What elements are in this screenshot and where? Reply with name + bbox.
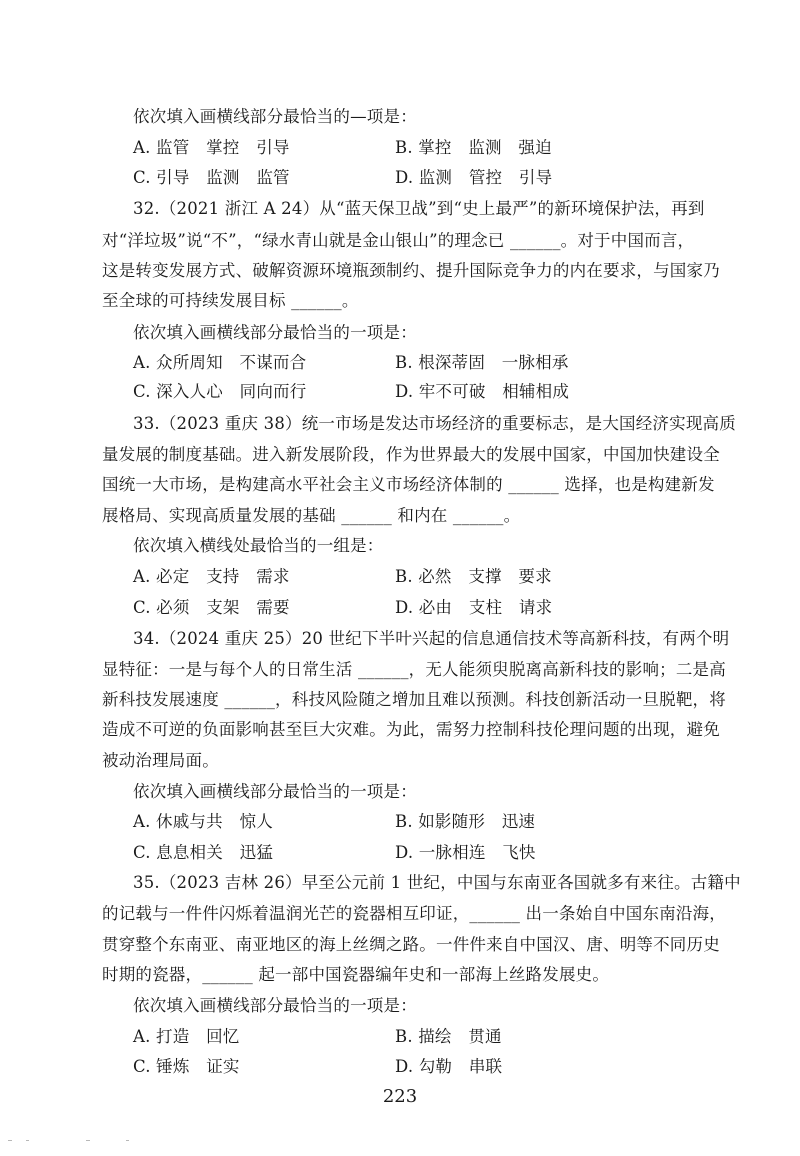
- q35-line-3: 贯穿整个东南亚、南亚地区的海上丝绸之路。一件件来自中国汉、唐、明等不同历史: [102, 935, 720, 954]
- q35-option-c: C. 锤炼 证实: [133, 1057, 240, 1076]
- q31-option-b: B. 掌控 监测 强迫: [395, 138, 552, 157]
- q33-line-3: 国统一大市场，是构建高水平社会主义市场经济体制的 ______ 选择，也是构建新发: [102, 475, 715, 494]
- q32-option-b: B. 根深蒂固 一脉相承: [395, 353, 569, 372]
- q34-option-d: D. 一脉相连 飞快: [395, 843, 536, 862]
- q34-line-5: 被动治理局面。: [102, 751, 219, 770]
- q34-line-3: 新科技发展速度 ______，科技风险随之增加且难以预测。科技创新活动一旦脱靶，将: [102, 690, 726, 709]
- q31-option-a: A. 监管 掌控 引导: [133, 138, 290, 157]
- q35-option-b: B. 描绘 贯通: [395, 1027, 502, 1046]
- q32-line-1: 32.（2021 浙江 A 24）从“蓝天保卫战”到“史上最严”的新环境保护法，再到: [133, 199, 705, 218]
- q35-prompt: 依次填入画横线部分最恰当的一项是：: [133, 996, 417, 1015]
- q33-line-1: 33.（2023 重庆 38）统一市场是发达市场经济的重要标志，是大国经济实现高质: [133, 414, 736, 433]
- q35-line-2: 的记载与一件件闪烁着温润光芒的瓷器相互印证，______ 出一条始自中国东南沿海，: [102, 904, 726, 923]
- scan-speck: [86, 1140, 90, 1141]
- q34-option-a: A. 休戚与共 惊人: [133, 812, 273, 831]
- q31-prompt: 依次填入画横线部分最恰当的—项是：: [133, 107, 417, 126]
- q35-option-d: D. 勾勒 串联: [395, 1057, 503, 1076]
- scan-speck: [26, 1140, 29, 1141]
- q32-line-3: 这是转变发展方式、破解资源环境瓶颈制约、提升国际竞争力的内在要求，与国家乃: [102, 261, 720, 280]
- q33-line-2: 量发展的制度基础。进入新发展阶段，作为世界最大的发展中国家，中国加快建设全: [102, 445, 720, 464]
- q34-prompt: 依次填入画横线部分最恰当的一项是：: [133, 782, 417, 801]
- scan-speck: [8, 1140, 12, 1141]
- q32-option-c: C. 深入人心 同向而行: [133, 382, 307, 401]
- q31-option-d: D. 监测 管控 引导: [395, 168, 553, 187]
- q34-line-1: 34.（2024 重庆 25）20 世纪下半叶兴起的信息通信技术等高新科技，有两个明: [133, 629, 730, 648]
- q34-option-c: C. 息息相关 迅猛: [133, 843, 274, 862]
- q34-option-b: B. 如影随形 迅速: [395, 812, 536, 831]
- q35-line-1: 35.（2023 吉林 26）早至公元前 1 世纪，中国与东南亚各国就多有来往。古籍中: [133, 873, 741, 892]
- scan-speck: [126, 1140, 129, 1141]
- q32-prompt: 依次填入画横线部分最恰当的一项是：: [133, 323, 417, 342]
- q32-line-2: 对“洋垃圾”说“不”，“绿水青山就是金山银山”的理念已 ______。对于中国而言，: [102, 231, 695, 250]
- q33-option-d: D. 必由 支柱 请求: [395, 598, 553, 617]
- q31-option-c: C. 引导 监测 监管: [133, 168, 290, 187]
- q32-option-a: A. 众所周知 不谋而合: [133, 353, 307, 372]
- q33-option-c: C. 必须 支架 需要: [133, 598, 290, 617]
- q33-prompt: 依次填入横线处最恰当的一组是：: [133, 536, 384, 555]
- page-number: 223: [382, 1086, 418, 1107]
- q32-option-d: D. 牢不可破 相辅相成: [395, 382, 570, 401]
- q32-line-4: 至全球的可持续发展目标 ______。: [102, 291, 359, 310]
- q35-line-4: 时期的瓷器，______ 起一部中国瓷器编年史和一部海上丝路发展史。: [102, 965, 610, 984]
- q35-option-a: A. 打造 回忆: [133, 1027, 240, 1046]
- q34-line-2: 显特征：一是与每个人的日常生活 ______，无人能须臾脱离高新科技的影响；二是高: [102, 660, 726, 679]
- q34-line-4: 造成不可逆的负面影响甚至巨大灾难。为此，需努力控制科技伦理问题的出现，避免: [102, 720, 720, 739]
- q33-line-4: 展格局、实现高质量发展的基础 ______ 和内在 ______。: [102, 506, 521, 525]
- q33-option-a: A. 必定 支持 需求: [133, 567, 290, 586]
- q33-option-b: B. 必然 支撑 要求: [395, 567, 552, 586]
